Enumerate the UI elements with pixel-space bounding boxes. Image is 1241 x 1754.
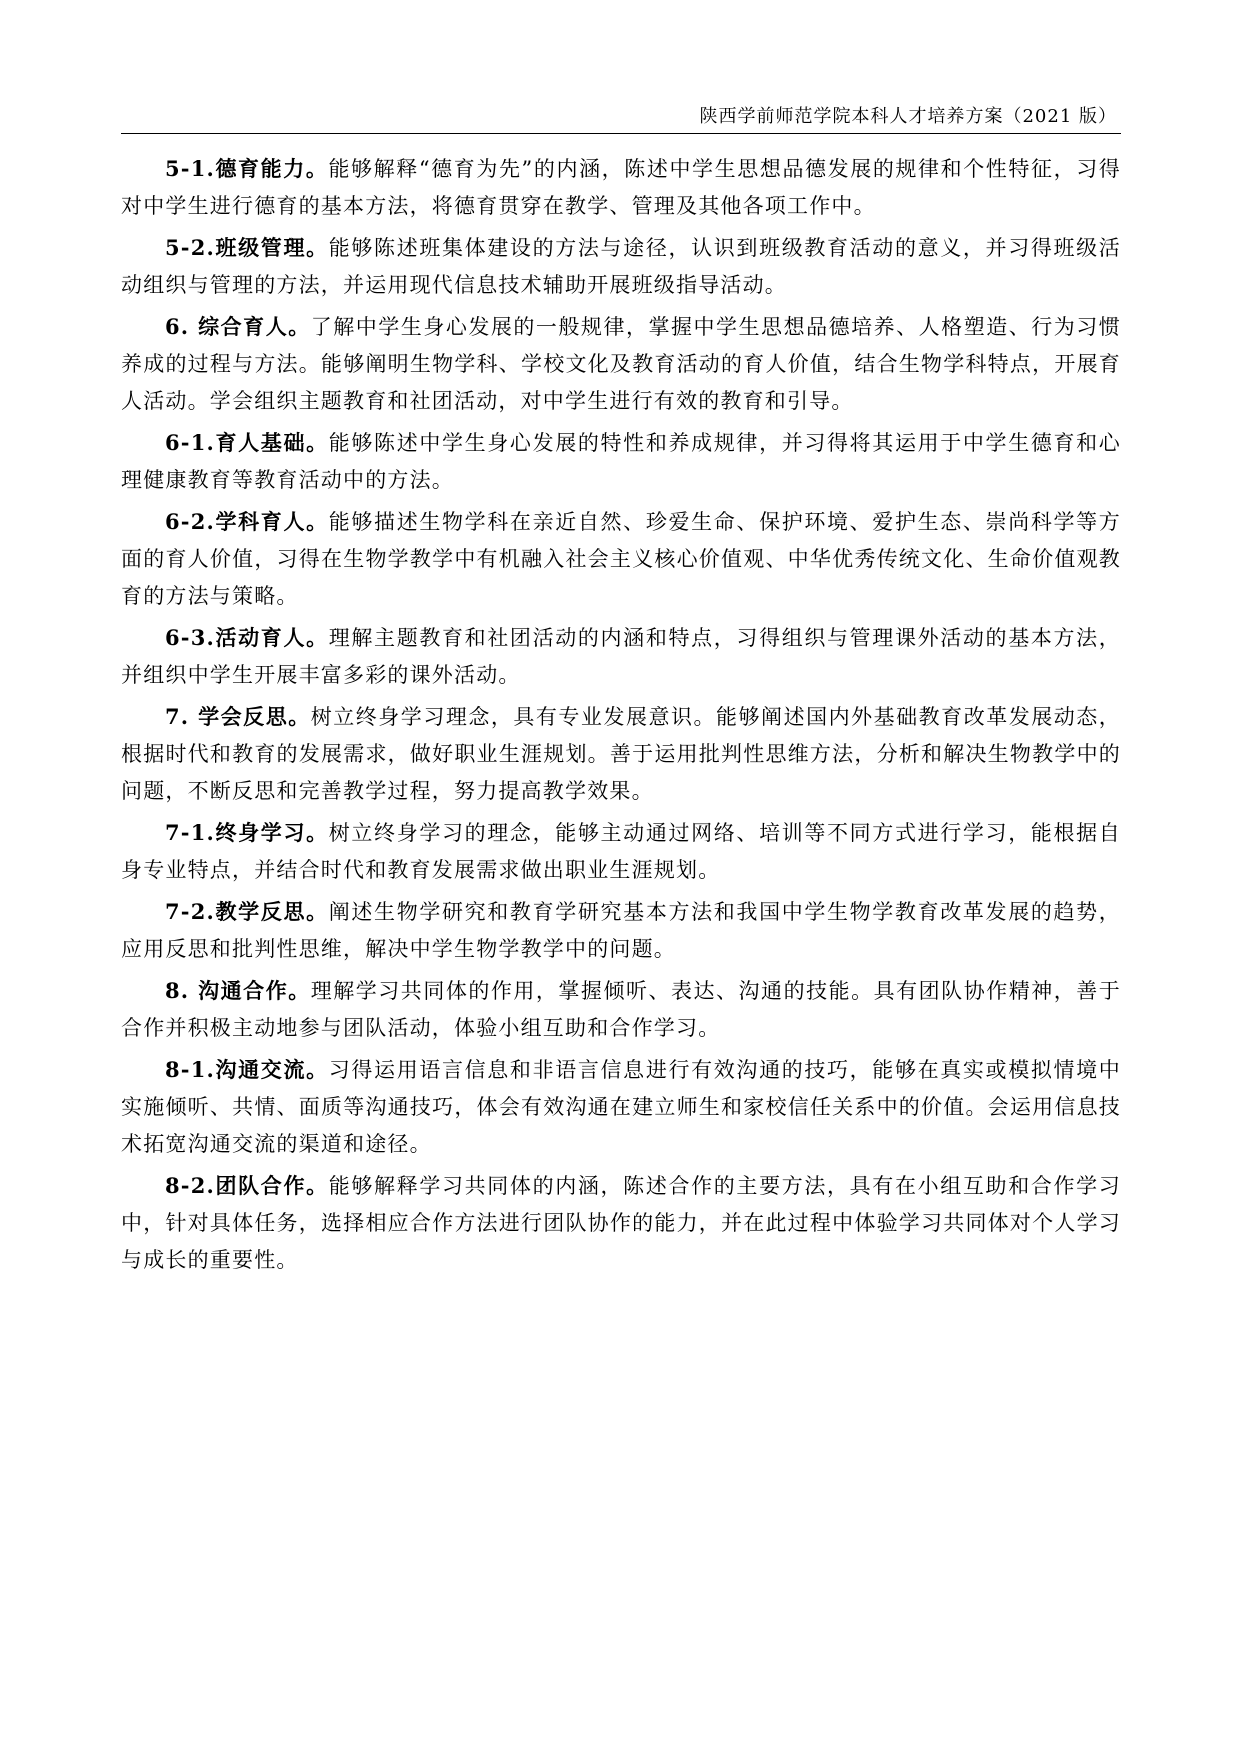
paragraph-7-2 bbox=[121, 893, 1121, 968]
paragraph-lead: 6-2.学科育人。 bbox=[165, 509, 329, 534]
paragraph-6 bbox=[121, 308, 1121, 420]
paragraph-lead: 6. 综合育人。 bbox=[165, 314, 311, 339]
paragraph-lead: 7. 学会反思。 bbox=[165, 704, 311, 729]
paragraph-lead: 7-2.教学反思。 bbox=[165, 899, 329, 924]
paragraph-text: 了解中学生身心发展的一般规律，掌握中学生思想品德培养、人格塑造、行为习惯养成的过程与方法。能够阐明生物学科、学校文化及教育活动的育人价值，结合生物学科特点，开展育人活动。学会组织主题教育和社团活动，对中学生进行有效的教育和引导。 bbox=[121, 315, 1121, 413]
header-title: 陕西学前师范学院本科人才培养方案（2021 版） bbox=[699, 106, 1117, 127]
paragraph-7-1 bbox=[121, 814, 1121, 889]
paragraph-text: 习得运用语言信息和非语言信息进行有效沟通的技巧，能够在真实或模拟情境中实施倾听、共情、面质等沟通技巧，体会有效沟通在建立师生和家校信任关系中的价值。会运用信息技术拓宽沟通交流的渠道和途径。 bbox=[121, 1058, 1121, 1156]
paragraph-lead: 5-1.德育能力。 bbox=[165, 156, 329, 181]
paragraph-lead: 7-1.终身学习。 bbox=[165, 820, 329, 845]
paragraph-lead: 8-2.团队合作。 bbox=[165, 1173, 329, 1198]
paragraph-text: 树立终身学习理念，具有专业发展意识。能够阐述国内外基础教育改革发展动态，根据时代和教育的发展需求，做好职业生涯规划。善于运用批判性思维方法，分析和解决生物教学中的问题，不断反思和完善教学过程，努力提高教学效果。 bbox=[121, 705, 1121, 803]
paragraph-lead: 6-1.育人基础。 bbox=[165, 430, 329, 455]
document-body bbox=[121, 150, 1121, 1283]
paragraph-lead: 8. 沟通合作。 bbox=[165, 978, 311, 1003]
paragraph-6-2 bbox=[121, 503, 1121, 615]
paragraph-text: 能够陈述班集体建设的方法与途径，认识到班级教育活动的意义，并习得班级活动组织与管理的方法，并运用现代信息技术辅助开展班级指导活动。 bbox=[121, 236, 1121, 297]
paragraph-lead: 8-1.沟通交流。 bbox=[165, 1057, 329, 1082]
paragraph-text: 能够解释“德育为先”的内涵，陈述中学生思想品德发展的规律和个性特征，习得对中学生进行德育的基本方法，将德育贯穿在教学、管理及其他各项工作中。 bbox=[121, 157, 1121, 218]
paragraph-7 bbox=[121, 698, 1121, 810]
paragraph-lead: 6-3.活动育人。 bbox=[165, 625, 329, 650]
paragraph-text: 能够陈述中学生身心发展的特性和养成规律，并习得将其运用于中学生德育和心理健康教育等教育活动中的方法。 bbox=[121, 431, 1121, 492]
paragraph-6-3 bbox=[121, 619, 1121, 694]
paragraph-lead: 5-2.班级管理。 bbox=[165, 235, 329, 260]
paragraph-text: 阐述生物学研究和教育学研究基本方法和我国中学生物学教育改革发展的趋势，应用反思和批判性思维，解决中学生物学教学中的问题。 bbox=[121, 900, 1121, 961]
paragraph-8-2 bbox=[121, 1167, 1121, 1279]
paragraph-8-1 bbox=[121, 1051, 1121, 1163]
paragraph-text: 能够解释学习共同体的内涵，陈述合作的主要方法，具有在小组互助和合作学习中，针对具体任务，选择相应合作方法进行团队协作的能力，并在此过程中体验学习共同体对个人学习与成长的重要性。 bbox=[121, 1174, 1121, 1272]
page-header bbox=[121, 100, 1121, 134]
paragraph-text: 能够描述生物学科在亲近自然、珍爱生命、保护环境、爱护生态、崇尚科学等方面的育人价值，习得在生物学教学中有机融入社会主义核心价值观、中华优秀传统文化、生命价值观教育的方法与策略。 bbox=[121, 510, 1121, 608]
paragraph-6-1 bbox=[121, 424, 1121, 499]
paragraph-8 bbox=[121, 972, 1121, 1047]
paragraph-5-1 bbox=[121, 150, 1121, 225]
paragraph-text: 理解主题教育和社团活动的内涵和特点，习得组织与管理课外活动的基本方法，并组织中学生开展丰富多彩的课外活动。 bbox=[121, 626, 1121, 687]
paragraph-5-2 bbox=[121, 229, 1121, 304]
paragraph-text: 树立终身学习的理念，能够主动通过网络、培训等不同方式进行学习，能根据自身专业特点，并结合时代和教育发展需求做出职业生涯规划。 bbox=[121, 821, 1121, 882]
paragraph-text: 理解学习共同体的作用，掌握倾听、表达、沟通的技能。具有团队协作精神，善于合作并积极主动地参与团队活动，体验小组互助和合作学习。 bbox=[121, 979, 1121, 1040]
